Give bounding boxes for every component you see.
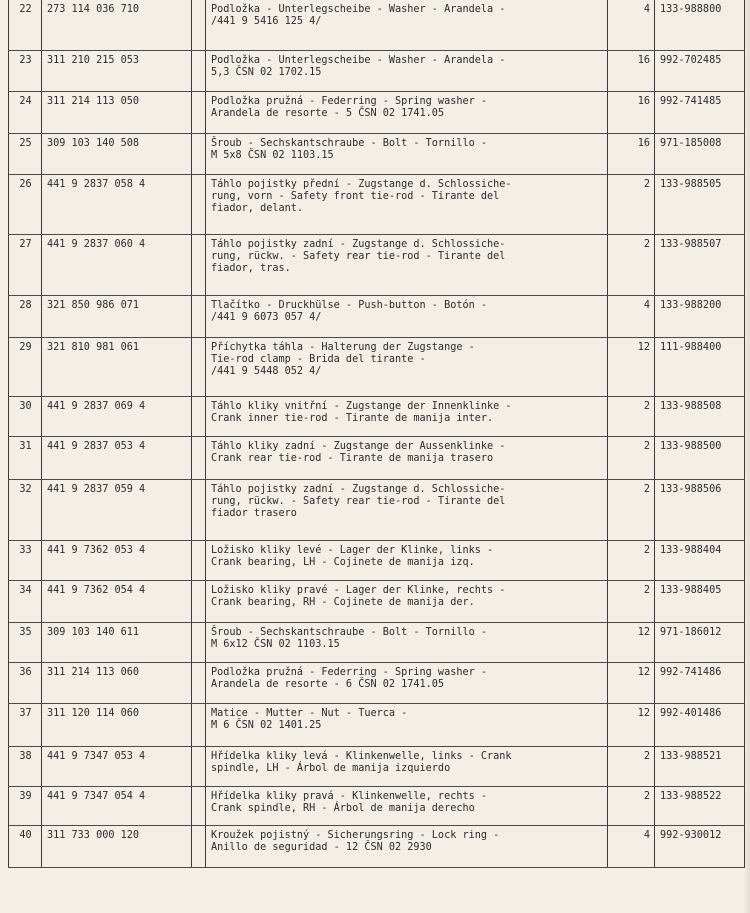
- parts-table: [8, 0, 745, 868]
- column-spacer: [192, 174, 206, 234]
- part-number: 311 120 114 060: [42, 703, 192, 746]
- quantity: 4: [608, 295, 655, 337]
- part-number: 309 103 140 508: [42, 133, 192, 174]
- column-spacer: [192, 540, 206, 580]
- table-row: [9, 0, 745, 50]
- table-row: [9, 540, 745, 580]
- column-spacer: [192, 396, 206, 436]
- quantity: 4: [608, 0, 655, 50]
- table-row: [9, 825, 745, 867]
- column-spacer: [192, 825, 206, 867]
- part-description: Šroub - Sechskantschraube - Bolt - Tornillo - M 5x8 ČSN 02 1103.15: [206, 133, 608, 174]
- column-spacer: [192, 0, 206, 50]
- catalog-code: 133-988404: [655, 540, 745, 580]
- column-spacer: [192, 337, 206, 396]
- catalog-code: 133-988522: [655, 786, 745, 825]
- item-number: 33: [9, 540, 42, 580]
- quantity: 12: [608, 703, 655, 746]
- item-number: 26: [9, 174, 42, 234]
- part-number: 441 9 2837 069 4: [42, 396, 192, 436]
- quantity: 2: [608, 746, 655, 786]
- catalog-code: 133-988508: [655, 396, 745, 436]
- part-number: 441 9 7347 054 4: [42, 786, 192, 825]
- table-row: [9, 703, 745, 746]
- item-number: 36: [9, 662, 42, 703]
- part-number: 441 9 2837 060 4: [42, 234, 192, 295]
- part-description: Podložka pružná - Federring - Spring washer - Arandela de resorte - 5 ČSN 02 1741.05: [206, 91, 608, 133]
- catalog-code: 133-988506: [655, 479, 745, 540]
- quantity: 12: [608, 337, 655, 396]
- part-number: 309 103 140 611: [42, 622, 192, 662]
- part-description: Táhlo pojistky zadní - Zugstange d. Schlossiche- rung, rückw. - Safety rear tie-rod - Tirante del fiador, tras.: [206, 234, 608, 295]
- table-row: [9, 580, 745, 622]
- quantity: 16: [608, 91, 655, 133]
- table-row: [9, 746, 745, 786]
- catalog-code: 133-988507: [655, 234, 745, 295]
- column-spacer: [192, 50, 206, 91]
- item-number: 28: [9, 295, 42, 337]
- catalog-code: 992-930012: [655, 825, 745, 867]
- table-row: [9, 786, 745, 825]
- item-number: 31: [9, 436, 42, 479]
- catalog-code: 992-741486: [655, 662, 745, 703]
- item-number: 22: [9, 0, 42, 50]
- part-number: 311 733 000 120: [42, 825, 192, 867]
- quantity: 2: [608, 174, 655, 234]
- part-number: 441 9 2837 058 4: [42, 174, 192, 234]
- part-description: Podložka - Unterlegscheibe - Washer - Arandela - /441 9 5416 125 4/: [206, 0, 608, 50]
- part-number: 441 9 2837 053 4: [42, 436, 192, 479]
- part-description: Šroub - Sechskantschraube - Bolt - Tornillo - M 6x12 ČSN 02 1103.15: [206, 622, 608, 662]
- part-description: Táhlo kliky vnitřní - Zugstange der Innenklinke - Crank inner tie-rod - Tirante de manija inter.: [206, 396, 608, 436]
- catalog-code: 971-186012: [655, 622, 745, 662]
- catalog-code: 133-988505: [655, 174, 745, 234]
- catalog-code: 111-988400: [655, 337, 745, 396]
- column-spacer: [192, 295, 206, 337]
- quantity: 2: [608, 786, 655, 825]
- column-spacer: [192, 786, 206, 825]
- quantity: 12: [608, 622, 655, 662]
- column-spacer: [192, 479, 206, 540]
- item-number: 24: [9, 91, 42, 133]
- part-number: 441 9 7362 053 4: [42, 540, 192, 580]
- part-description: Kroužek pojistný - Sicherungsring - Lock ring - Anillo de seguridad - 12 ČSN 02 2930: [206, 825, 608, 867]
- quantity: 4: [608, 825, 655, 867]
- column-spacer: [192, 622, 206, 662]
- part-number: 441 9 2837 059 4: [42, 479, 192, 540]
- part-description: Táhlo pojistky zadní - Zugstange d. Schlossiche- rung, rückw. - Safety rear tie-rod - Tirante del fiador trasero: [206, 479, 608, 540]
- column-spacer: [192, 133, 206, 174]
- table-row: [9, 337, 745, 396]
- item-number: 35: [9, 622, 42, 662]
- column-spacer: [192, 580, 206, 622]
- table-row: [9, 622, 745, 662]
- item-number: 39: [9, 786, 42, 825]
- part-description: Hřídelka kliky levá - Klinkenwelle, links - Crank spindle, LH - Árbol de manija izquierdo: [206, 746, 608, 786]
- column-spacer: [192, 662, 206, 703]
- quantity: 12: [608, 662, 655, 703]
- table-row: [9, 295, 745, 337]
- table-row: [9, 479, 745, 540]
- quantity: 2: [608, 540, 655, 580]
- part-number: 321 850 986 071: [42, 295, 192, 337]
- part-number: 311 214 113 050: [42, 91, 192, 133]
- catalog-code: 992-741485: [655, 91, 745, 133]
- part-number: 441 9 7347 053 4: [42, 746, 192, 786]
- part-description: Táhlo kliky zadní - Zugstange der Aussenklinke - Crank rear tie-rod - Tirante de manija trasero: [206, 436, 608, 479]
- quantity: 16: [608, 133, 655, 174]
- catalog-code: 133-988800: [655, 0, 745, 50]
- part-description: Podložka pružná - Federring - Spring washer - Arandela de resorte - 6 ČSN 02 1741.05: [206, 662, 608, 703]
- item-number: 32: [9, 479, 42, 540]
- quantity: 2: [608, 396, 655, 436]
- part-number: 273 114 036 710: [42, 0, 192, 50]
- item-number: 40: [9, 825, 42, 867]
- item-number: 30: [9, 396, 42, 436]
- catalog-code: 971-185008: [655, 133, 745, 174]
- catalog-code: 992-702485: [655, 50, 745, 91]
- item-number: 25: [9, 133, 42, 174]
- table-row: [9, 396, 745, 436]
- column-spacer: [192, 91, 206, 133]
- catalog-code: 133-988405: [655, 580, 745, 622]
- table-row: [9, 436, 745, 479]
- part-description: Podložka - Unterlegscheibe - Washer - Arandela - 5,3 ČSN 02 1702.15: [206, 50, 608, 91]
- catalog-code: 133-988200: [655, 295, 745, 337]
- part-number: 441 9 7362 054 4: [42, 580, 192, 622]
- table-row: [9, 91, 745, 133]
- quantity: 2: [608, 580, 655, 622]
- quantity: 16: [608, 50, 655, 91]
- column-spacer: [192, 436, 206, 479]
- column-spacer: [192, 234, 206, 295]
- part-description: Ložisko kliky pravé - Lager der Klinke, rechts - Crank bearing, RH - Cojinete de manija der.: [206, 580, 608, 622]
- part-number: 321 810 981 061: [42, 337, 192, 396]
- part-description: Tlačítko - Druckhülse - Push-button - Botón - /441 9 6073 057 4/: [206, 295, 608, 337]
- part-number: 311 210 215 053: [42, 50, 192, 91]
- table-row: [9, 50, 745, 91]
- part-number: 311 214 113 060: [42, 662, 192, 703]
- item-number: 34: [9, 580, 42, 622]
- column-spacer: [192, 703, 206, 746]
- quantity: 2: [608, 436, 655, 479]
- part-description: Ložisko kliky levé - Lager der Klinke, links - Crank bearing, LH - Cojinete de manija izq.: [206, 540, 608, 580]
- part-description: Hřídelka kliky pravá - Klinkenwelle, rechts - Crank spindle, RH - Árbol de manija derecho: [206, 786, 608, 825]
- part-description: Táhlo pojistky přední - Zugstange d. Schlossiche- rung, vorn - Safety front tie-rod - Tirante del fiador, delant.: [206, 174, 608, 234]
- item-number: 37: [9, 703, 42, 746]
- item-number: 38: [9, 746, 42, 786]
- table-row: [9, 234, 745, 295]
- table-row: [9, 662, 745, 703]
- quantity: 2: [608, 479, 655, 540]
- part-description: Matice - Mutter - Nut - Tuerca - M 6 ČSN 02 1401.25: [206, 703, 608, 746]
- catalog-code: 133-988521: [655, 746, 745, 786]
- item-number: 29: [9, 337, 42, 396]
- page-edge-shadow: [744, 0, 750, 913]
- item-number: 23: [9, 50, 42, 91]
- table-row: [9, 133, 745, 174]
- part-description: Příchytka táhla - Halterung der Zugstange - Tie-rod clamp - Brida del tirante - /441 9 5448 052 4/: [206, 337, 608, 396]
- parts-table-body: [9, 0, 745, 867]
- quantity: 2: [608, 234, 655, 295]
- catalog-code: 133-988500: [655, 436, 745, 479]
- table-row: [9, 174, 745, 234]
- catalog-code: 992-401486: [655, 703, 745, 746]
- item-number: 27: [9, 234, 42, 295]
- column-spacer: [192, 746, 206, 786]
